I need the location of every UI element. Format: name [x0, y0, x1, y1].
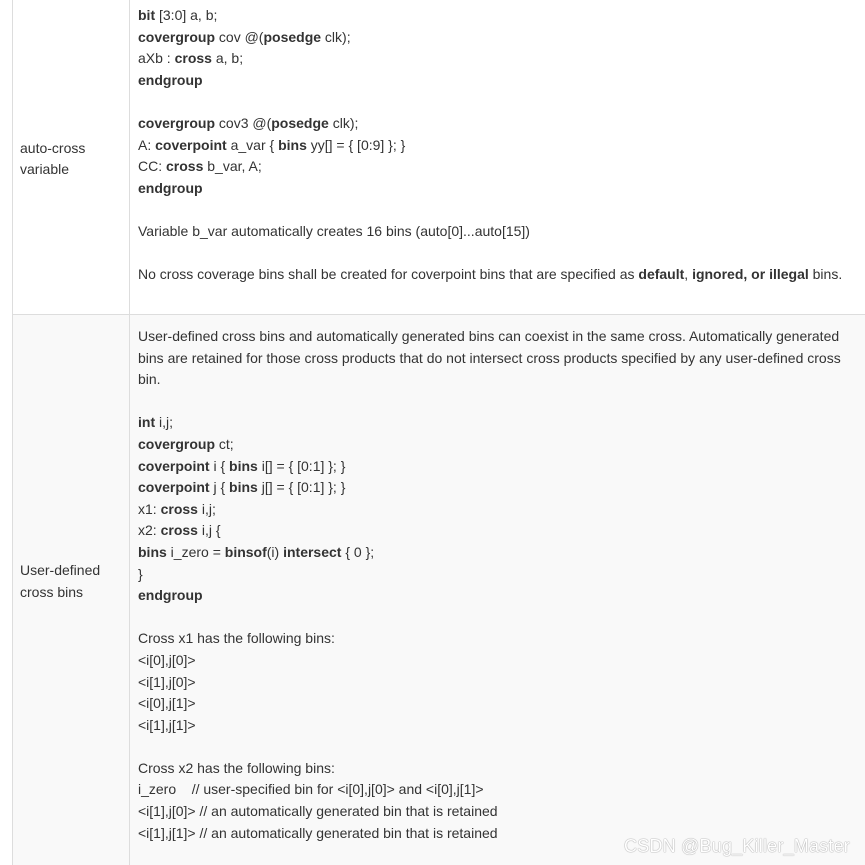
plain-text: i { [209, 457, 230, 474]
plain-text: <i[1],j[1]> // an automatically generated bin that is retained [138, 824, 498, 841]
code-line [138, 221, 865, 243]
code-line [138, 434, 865, 456]
code-line [138, 520, 865, 542]
plain-text: a, b; [211, 50, 244, 67]
watermark: CSDN @Bug_Killer_Master [624, 836, 850, 856]
keyword-text: coverpoint [138, 479, 210, 496]
plain-text: i,j; [155, 414, 173, 431]
row-label-cell [13, 315, 130, 865]
keyword-text: covergroup [138, 28, 216, 45]
plain-text: Variable b_var automatically creates 16 bins (auto[0]...auto[15]) [138, 222, 530, 239]
keyword-text: covergroup [138, 435, 216, 452]
plain-text: j[] = { [0:1] }; } [257, 479, 346, 496]
paragraph [138, 264, 858, 286]
keyword-text: int [138, 414, 156, 431]
code-line [138, 758, 865, 780]
code-line [138, 48, 865, 70]
row-content-cell [130, 315, 865, 865]
keyword-text: default [638, 266, 685, 283]
code-line [138, 628, 865, 650]
keyword-text: ignored, or illegal [692, 266, 809, 283]
plain-text: A: [138, 136, 156, 153]
plain-text: cov3 @( [215, 114, 272, 131]
plain-text: , [684, 266, 693, 283]
blank-line [138, 391, 865, 413]
keyword-text: intersect [283, 543, 342, 560]
code-line [138, 178, 865, 200]
code-line [138, 477, 865, 499]
code-line [138, 27, 865, 49]
code-line [138, 585, 865, 607]
blank-line [138, 736, 865, 758]
code-line [138, 801, 865, 823]
plain-text: <i[1],j[1]> [138, 716, 196, 733]
table-row-auto-cross [13, 0, 865, 315]
blank-line [138, 91, 865, 113]
row-label-line1: User-defined [20, 562, 101, 578]
row-label-line1: auto-cross [20, 139, 86, 156]
code-line [138, 113, 865, 135]
code-line [138, 693, 865, 715]
code-line [138, 715, 865, 737]
keyword-text: cross [160, 500, 198, 517]
plain-text: Cross x1 has the following bins: [138, 630, 335, 647]
keyword-text: endgroup [138, 587, 203, 604]
plain-text: CC: [138, 158, 166, 175]
plain-text: Cross x2 has the following bins: [138, 759, 335, 776]
keyword-text: cross [166, 158, 204, 175]
plain-text: <i[0],j[0]> [138, 651, 196, 668]
keyword-text: bit [138, 7, 156, 23]
plain-text: } [138, 565, 143, 582]
plain-text: i_zero = [166, 543, 225, 560]
code-line [138, 650, 865, 672]
keyword-text: bins [229, 457, 258, 474]
plain-text: clk); [321, 28, 351, 45]
plain-text: User-defined cross bins and automatically generated bins can coexist in the same cross. Automatically generated bins are retained for those cross products that do not intersect cross products specified by any user-defined cross bin. [138, 328, 841, 388]
row-label-line2: cross bins [20, 583, 84, 600]
row-content-cell [130, 0, 865, 314]
keyword-text: covergroup [138, 114, 216, 131]
plain-text: aXb : [138, 50, 175, 67]
plain-text: x2: [138, 522, 161, 539]
plain-text: (i) [266, 543, 284, 560]
plain-text: i,j { [197, 522, 221, 539]
keyword-text: bins [229, 479, 258, 496]
row-label-cell [13, 0, 130, 314]
plain-text: { 0 }; [341, 543, 375, 560]
code-line [138, 456, 865, 478]
paragraph [138, 326, 858, 391]
plain-text: No cross coverage bins shall be created for coverpoint bins that are specified as [138, 266, 639, 283]
plain-text: i[] = { [0:1] }; } [257, 457, 346, 474]
keyword-text: cross [160, 522, 198, 539]
code-line [138, 5, 865, 27]
code-line [138, 499, 865, 521]
keyword-text: coverpoint [138, 457, 210, 474]
plain-text: bins. [808, 266, 843, 283]
keyword-text: endgroup [138, 71, 203, 88]
plain-text: a_var { [226, 136, 279, 153]
row-label-line2: variable [20, 161, 70, 177]
plain-text: x1: [138, 500, 161, 517]
code-line [138, 564, 865, 586]
coverage-table [12, 0, 865, 865]
keyword-text: cross [174, 50, 212, 67]
plain-text: j { [209, 479, 230, 496]
code-line [138, 779, 865, 801]
blank-line [138, 243, 865, 265]
code-line [138, 135, 865, 157]
keyword-text: endgroup [138, 179, 203, 196]
plain-text: <i[1],j[0]> // an automatically generated bin that is retained [138, 803, 498, 820]
plain-text: i,j; [197, 500, 216, 517]
keyword-text: posedge [271, 114, 329, 131]
plain-text: cov @( [215, 28, 264, 45]
plain-text: clk); [328, 114, 359, 131]
plain-text: yy[] = { [0:9] }; } [306, 136, 406, 153]
keyword-text: coverpoint [155, 136, 227, 153]
blank-line [138, 199, 865, 221]
plain-text: <i[0],j[1]> [138, 695, 196, 712]
code-line [138, 412, 865, 434]
plain-text: b_var, A; [203, 158, 262, 175]
keyword-text: posedge [263, 28, 322, 45]
keyword-text: bins [138, 543, 167, 560]
code-line [138, 70, 865, 92]
code-line [138, 156, 865, 178]
plain-text: <i[1],j[0]> [138, 673, 196, 690]
keyword-text: bins [278, 136, 307, 153]
blank-line [138, 607, 865, 629]
code-line [138, 542, 865, 564]
code-line [138, 672, 865, 694]
plain-text: ct; [215, 435, 234, 452]
keyword-text: binsof [224, 543, 267, 560]
table-row-user-defined [13, 315, 865, 865]
plain-text: i_zero // user-specified bin for <i[0],j[0]> and <i[0],j[1]> [138, 781, 484, 798]
plain-text: [3:0] a, b; [155, 7, 218, 23]
